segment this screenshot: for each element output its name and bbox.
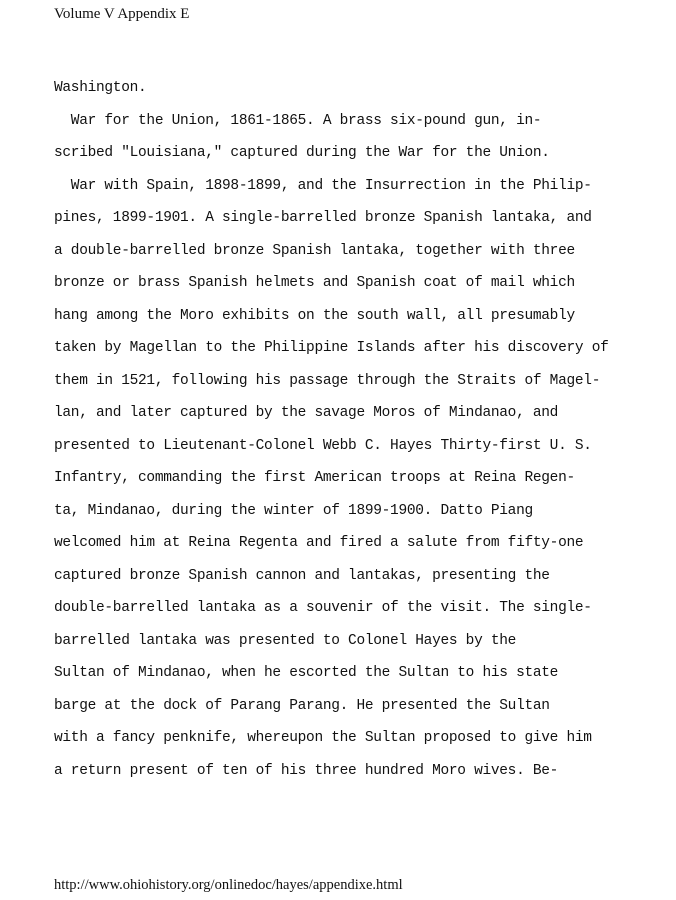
text-line: Infantry, commanding the first American troops at Reina Regen- (54, 470, 575, 486)
text-line: Sultan of Mindanao, when he escorted the Sultan to his state (54, 665, 559, 681)
text-line: barge at the dock of Parang Parang. He presented the Sultan (54, 697, 550, 714)
text-line: presented to Lieutenant-Colonel Webb C. Hayes Thirty-first U. S. (54, 437, 592, 454)
text-line: them in 1521, following his passage through the Straits of Magel- (54, 372, 601, 389)
text-line: a double-barrelled bronze Spanish lantaka, together with three (54, 242, 575, 259)
text-line: barrelled lantaka was presented to Colonel Hayes by the (54, 632, 517, 649)
text-line: scribed "Louisiana," captured during the War for the Union. (54, 145, 550, 161)
text-line: pines, 1899-1901. A single-barrelled bronze Spanish lantaka, and (54, 210, 592, 226)
text-line: hang among the Moro exhibits on the south wall, all presumably (54, 307, 575, 324)
page-footer-url: http://www.ohiohistory.org/onlinedoc/hayes/appendixe.html (54, 877, 403, 893)
text-line: double-barrelled lantaka as a souvenir of the visit. The single- (54, 600, 592, 616)
text-line: War with Spain, 1898-1899, and the Insurrection in the Philip- (54, 177, 592, 194)
text-line: Washington. (54, 80, 147, 96)
text-line: welcomed him at Reina Regenta and fired a salute from fifty-one (54, 535, 584, 551)
text-line: bronze or brass Spanish helmets and Spanish coat of mail which (54, 275, 575, 291)
text-line: ta, Mindanao, during the winter of 1899-1900. Datto Piang (54, 502, 533, 519)
text-line: taken by Magellan to the Philippine Islands after his discovery of (54, 340, 609, 356)
text-line: lan, and later captured by the savage Moros of Mindanao, and (54, 405, 559, 421)
page-header-title: Volume V Appendix E (54, 6, 190, 22)
text-line: with a fancy penknife, whereupon the Sultan proposed to give him (54, 730, 592, 746)
document-body (54, 76, 654, 791)
text-line: a return present of ten of his three hundred Moro wives. Be- (54, 762, 559, 779)
text-line: War for the Union, 1861-1865. A brass six-pound gun, in- (54, 112, 542, 129)
text-line: captured bronze Spanish cannon and lantakas, presenting the (54, 567, 550, 584)
